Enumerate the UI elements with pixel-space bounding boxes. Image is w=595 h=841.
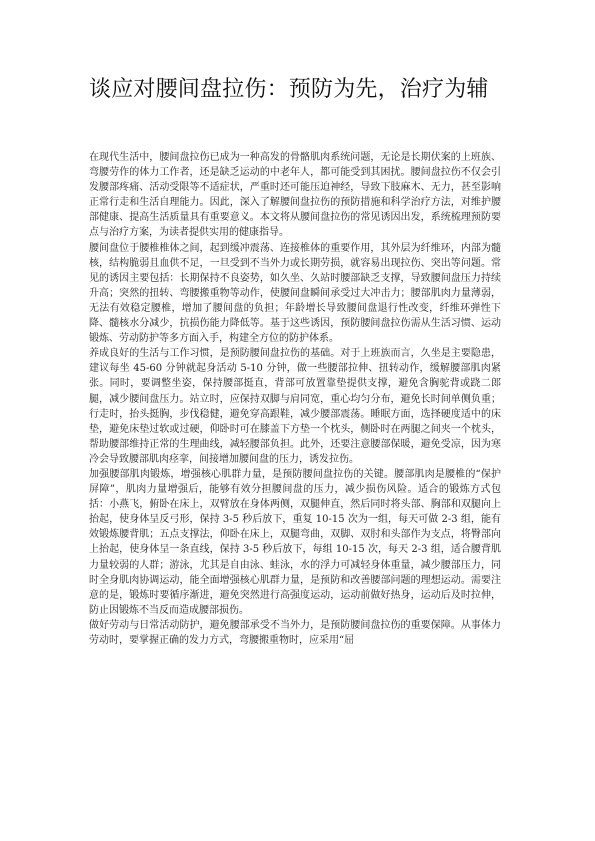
- paragraph: 在现代生活中，腰间盘拉伤已成为一种高发的骨骼肌肉系统问题，无论是长期伏案的上班族、弯腰劳作的体力工作者，还是缺乏运动的中老年人，都可能受到其困扰。腰间盘拉伤不仅会引发腰部疼痛、活动受限等不适症状，严重时还可能压迫神经，导致下肢麻木、无力，甚至影响正常行走和生活自理能力。因此，深入了解腰间盘拉伤的预防措施和科学治疗方法，对维护腰部健康、提高生活质量具有重要意义。本文将从腰间盘拉伤的常见诱因出发，系统梳理预防要点与治疗方案，为读者提供实用的健康指导。: [89, 152, 501, 239]
- paragraph: 加强腰部肌肉锻炼，增强核心肌群力量，是预防腰间盘拉伤的关键。腰部肌肉是腰椎的“保护屏障”，肌肉力量增强后，能够有效分担腰间盘的压力，减少损伤风险。适合的锻炼方式包括：小燕飞，俯卧在床上，双臂放在身体两侧，双腿伸直，然后同时将头部、胸部和双腿向上抬起，使身体呈反弓形，保持 3-5 秒后放下，重复 10-15 次为一组，每天可做 2-3 组，能有效锻炼腰背肌；五点支撑法，仰卧在床上，双腿弯曲，双脚、双肘和头部作为支点，将臀部向上抬起，使身体呈一条直线，保持 3-5 秒后放下，每组 10-15 次，每天 2-3 组，适合腰背肌力量较弱的人群；游泳，尤其是自由泳、蛙泳，水的浮力可减轻身体重量，减少腰部压力，同时全身肌肉协调运动，能全面增强核心肌群力量，是预防和改善腰部问题的理想运动。需要注意的是，锻炼时要循序渐进，避免突然进行高强度运动，运动前做好热身，运动后及时拉伸，防止因锻炼不当反而造成腰部损伤。: [89, 468, 501, 616]
- document-body: [89, 150, 501, 648]
- paragraph: 腰间盘位于腰椎椎体之间，起到缓冲震荡、连接椎体的重要作用，其外层为纤维环，内部为髓核，结构脆弱且血供不足，一旦受到不当外力或长期劳损，就容易出现拉伤、突出等问题。常见的诱因主要包括：长期保持不良姿势，如久坐、久站时腰部缺乏支撑，导致腰间盘压力持续升高；突然的扭转、弯腰搬重物等动作，使腰间盘瞬间承受过大冲击力；腰部肌肉力量薄弱，无法有效稳定腰椎，增加了腰间盘的负担；年龄增长导致腰间盘退行性改变，纤维环弹性下降、髓核水分减少，抗损伤能力降低等。基于这些诱因，预防腰间盘拉伤需从生活习惯、运动锻炼、劳动防护等多方面入手，构建全方位的防护体系。: [89, 242, 501, 345]
- document-title: 谈应对腰间盘拉伤：预防为先，治疗为辅: [89, 77, 489, 102]
- paragraph: 养成良好的生活与工作习惯，是预防腰间盘拉伤的基础。对于上班族而言，久坐是主要隐患，建议每坐 45-60 分钟就起身活动 5-10 分钟，做一些腰部拉伸、扭转动作，缓解腰部肌肉紧张。同时，要调整坐姿，保持腰部挺直，背部可放置靠垫提供支撑，避免含胸驼背或跷二郎腿，减少腰间盘压力。站立时，应保持双脚与肩同宽，重心均匀分布，避免长时间单侧负重；行走时，抬头挺胸，步伐稳健，避免穿高跟鞋，减少腰部震荡。睡眠方面，选择硬度适中的床垫，避免床垫过软或过硬，仰卧时可在膝盖下方垫一个枕头，侧卧时在两腿之间夹一个枕头，帮助腰部维持正常的生理曲线，减轻腰部负担。此外，还要注意腰部保暖，避免受凉，因为寒冷会导致腰部肌肉痉挛，间接增加腰间盘的压力，诱发拉伤。: [89, 348, 501, 465]
- paragraph: 做好劳动与日常活动防护，避免腰部承受不当外力，是预防腰间盘拉伤的重要保障。从事体力劳动时，要掌握正确的发力方式，弯腰搬重物时，应采用“屈: [89, 619, 501, 646]
